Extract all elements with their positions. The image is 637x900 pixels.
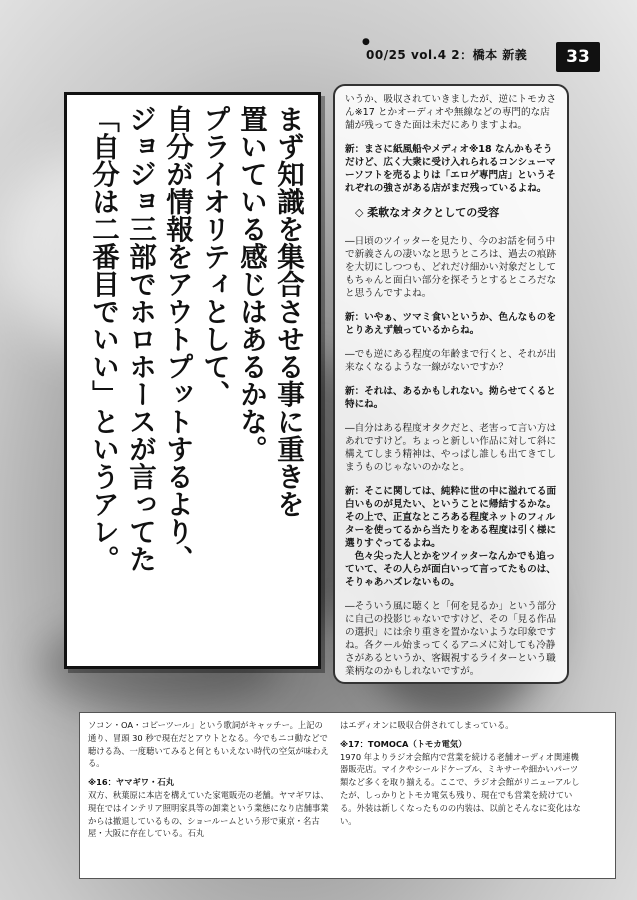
pull-quote-line: まず知識を集合させる事に重きを <box>272 105 304 518</box>
footnote-text: はエディオンに吸収合併されてしまっている。 <box>340 720 514 730</box>
footnotes-column-left <box>88 719 330 846</box>
interview-paragraph: ―日頃のツイッターを見たり、今のお話を伺う中で新義さんの凄いなと思うところは、過去の痕跡を大切にしつつも、どれだけ細かい対象だとしてもちゃんと面白い部分を探そうとするところだなと思うんですよね。 <box>345 236 557 299</box>
interview-paragraph: いうか、吸収されていきましたが、逆にトモカさん※17 とかオーディオや無線などの専門的な店舗が残ってきた面は未だにありますよね。 <box>345 94 557 131</box>
issue-label: 00/25 vol.4 <box>366 48 447 62</box>
section-heading: ◇ 柔軟なオタクとしての受容 <box>355 206 500 219</box>
pull-quote-line: ジョジョ三部でホロホースが言ってた <box>124 105 156 573</box>
footnotes-column-right <box>340 719 582 833</box>
pull-quote-line: 置いている感じはあるかな。 <box>235 105 267 463</box>
pull-quote <box>84 105 306 665</box>
interview-paragraph: 色々尖った人とかをツイッターなんかでも追っていて、その人らが面白いって言ってたものは、そりゃあハズレないもの。 <box>345 551 556 588</box>
interview-paragraph: 新：いやぁ、ツマミ食いというか、色んなものをとりあえず触っているからね。 <box>345 312 557 336</box>
pull-quote-line: プライオリティとして、 <box>198 105 230 408</box>
interview-paragraph: 新：まさに紙風船やメディオ※18 なんかもそうだけど、広く大衆に受け入れられるコンシューマーソフトを売るよりは「エロゲ専門店」というそれぞれの強さがある店がまだ残っているよね。 <box>345 144 556 194</box>
footnote-text: 双方、秋葉原に本店を構えていた家電販売の老舗。ヤマギワは、現在ではインテリア照明家具等の卸業という業態になり店舗事業からは撤退しているもの、ショールームという形で東京・名古屋・大阪に存在している。石丸 <box>88 789 329 839</box>
header-dot: ● <box>362 37 371 47</box>
pull-quote-line: 自分が情報をアウトプットするより、 <box>161 105 193 573</box>
interview-text-box <box>333 84 569 684</box>
footnote-text: 1970 年よりラジオ会館内で営業を続ける老舗オーディオ関連機器販売店。マイクやシールドケーブル、ミキサーや細かいパーツ類など多くを取り揃える。ここで、ラジオ会館がリニューアルしたが、しっかりとトモカ電気も残り、現在でも営業を続けている。外装は新しくなったものの内装は、以前とそんなに変化はない。 <box>340 751 581 826</box>
section-label: 2：橋本 新義 <box>451 48 528 62</box>
interview-paragraph: 新：そこに関しては、純粋に世の中に溢れてる面白いものが見たい、ということに帰結するかな。その上で、正直なところある程度ネットのフィルターを使ってるから当たりをある程度は引く様に選りすぐってるよね。 <box>345 486 557 549</box>
pull-quote-box <box>64 92 321 669</box>
interview-paragraph: ―そういう風に聴くと「何を見るか」という部分に自己の投影じゃないですけど、その「見る作品の選択」には余り重きを置かないような印象ですね。各クール始まってくるアニメに対しても冷静さがあるというか、客観視するライターという職業柄なのかもしれないですが。 <box>345 601 557 677</box>
interview-paragraph: 新：それは、あるかもしれない。拗らせてくると特にね。 <box>345 386 556 410</box>
footnotes-box <box>79 712 616 879</box>
running-header <box>362 37 528 63</box>
footnote-title: ※17：TOMOCA（トモカ電気） <box>340 738 467 749</box>
interview-paragraph: ―自分はある程度オタクだと、老害って言い方はあれですけど。ちょっと新しい作品に対して斜に構えてしまう精神は、やっぱし誰しも出てきてしまうものじゃないのかなと。 <box>345 423 557 473</box>
footnote-title: ※16：ヤマギワ・石丸 <box>88 777 174 788</box>
interview-paragraph: ―でも逆にある程度の年齢まで行くと、それが出来なくなるような一線がないですか？ <box>345 349 557 373</box>
page-number: 33 <box>556 42 600 72</box>
pull-quote-line: 「自分は二番目でいい」というアレ。 <box>87 105 119 573</box>
footnote-text: ソコン・OA・コピーツール」という歌詞がキャッチー。上記の通り、冒頭 30 秒で現在だとアウトとなる。今でもニコ動などで聴ける為、一度聴いてみると何ともいえない時代の空気が味わえる。 <box>88 720 329 769</box>
